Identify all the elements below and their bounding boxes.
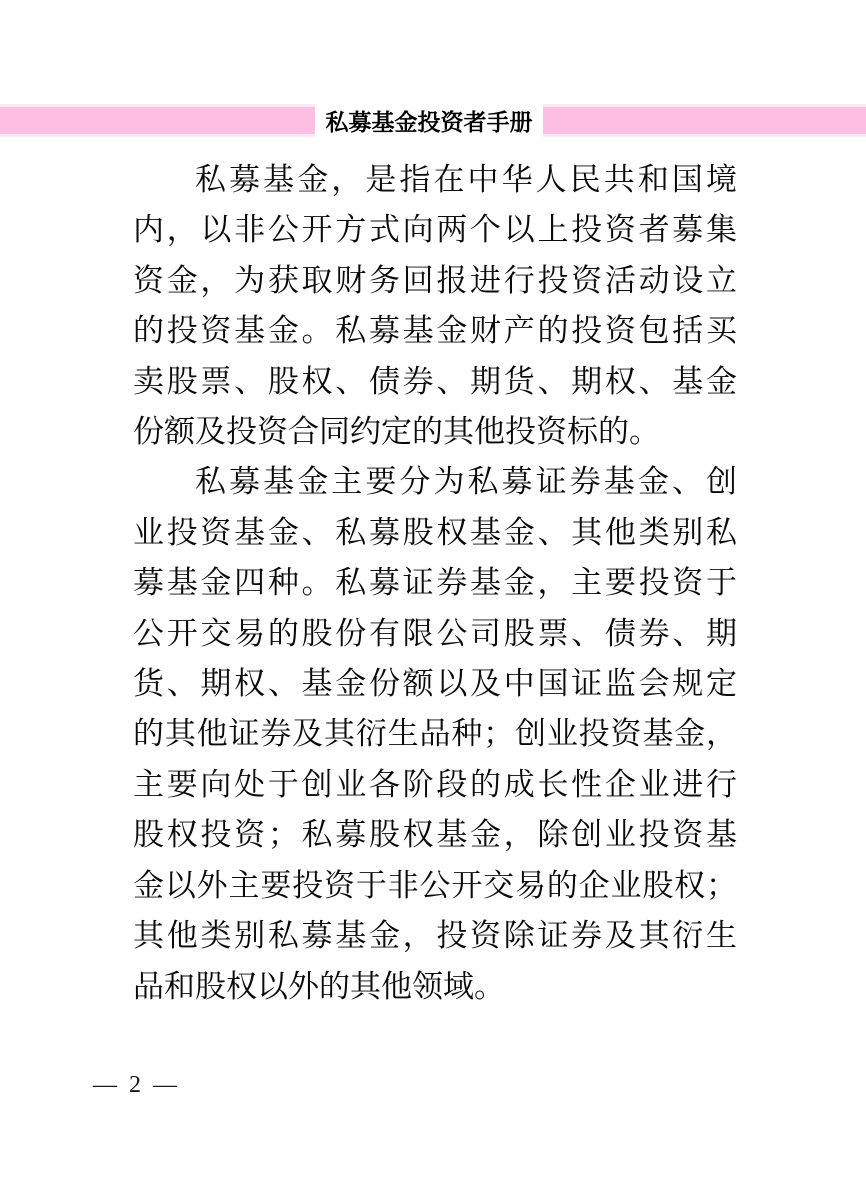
paragraph-line: 份额及投资合同约定的其他投资标的。: [133, 414, 660, 450]
paragraph-line: 金以外主要投资于非公开交易的企业股权；: [133, 867, 737, 903]
paragraph-line: 资金，为获取财务回报进行投资活动设立: [133, 262, 737, 298]
header-bar-left: [0, 104, 315, 137]
paragraph-line: 私募基金，是指在中华人民共和国境: [195, 162, 737, 197]
paragraph-line: 募基金四种。私募证券基金，主要投资于: [133, 565, 737, 601]
paragraph-line: 业投资基金、私募股权基金、其他类别私: [133, 514, 737, 550]
paragraph-line: 内，以非公开方式向两个以上投资者募集: [133, 212, 737, 248]
paragraph-line: 的其他证券及其衍生品种；创业投资基金，: [133, 716, 737, 752]
header-bar-right: [543, 104, 866, 137]
paragraph-line: 主要向处于创业各阶段的成长性企业进行: [133, 766, 737, 802]
header-title-wrap: [315, 104, 543, 137]
paragraph-line: 卖股票、股权、债券、期货、期权、基金: [133, 363, 737, 399]
body-text: [133, 155, 737, 1012]
paragraph-line: 私募基金主要分为私募证券基金、创: [195, 464, 737, 500]
paragraph-line: 公开交易的股份有限公司股票、债券、期: [133, 615, 737, 651]
paragraph-line: 货、期权、基金份额以及中国证监会规定: [133, 666, 737, 702]
paragraph-line: 其他类别私募基金，投资除证券及其衍生: [133, 918, 737, 954]
paragraph-line: 品和股权以外的其他领域。: [133, 968, 505, 1004]
paragraph-line: 股权投资；私募股权基金，除创业投资基: [133, 817, 737, 853]
page-header: [0, 104, 866, 137]
page-number: — 2 —: [93, 1072, 177, 1098]
paragraph-line: 的投资基金。私募基金财产的投资包括买: [133, 313, 737, 349]
page-header-title: 私募基金投资者手册: [325, 110, 533, 135]
